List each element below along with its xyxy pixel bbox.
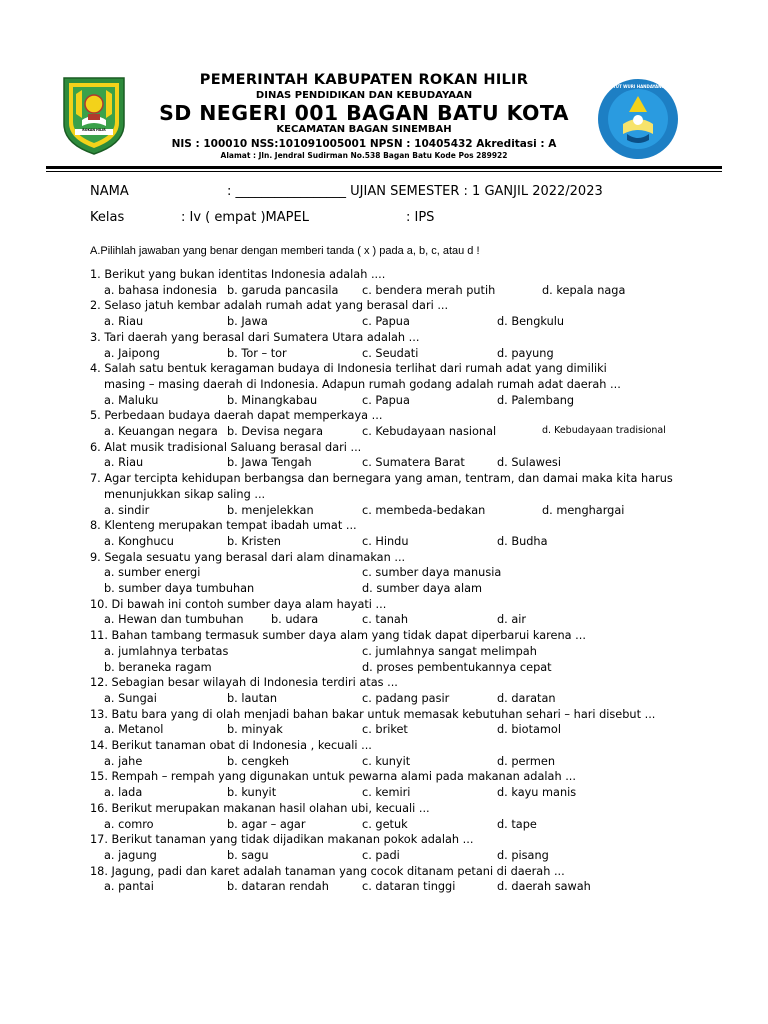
answer-option: d. permen: [497, 754, 556, 768]
left-logo-caption: ROKAN HILIR: [82, 128, 106, 132]
header-rule-thin: [46, 171, 722, 172]
header-rule-thick: [46, 166, 722, 169]
answer-option: c. Papua: [362, 393, 410, 407]
question-text: 16. Berikut merupakan makanan hasil olahan ubi, kecuali ...: [90, 801, 430, 815]
answer-option: a. Konghucu: [104, 534, 174, 548]
question-text: 3. Tari daerah yang berasal dari Sumatera Utara adalah ...: [90, 330, 420, 344]
answer-option: d. kayu manis: [497, 786, 577, 800]
answer-option: b. cengkeh: [227, 754, 290, 768]
nama-and-exam-field: : _________________ UJIAN SEMESTER : 1 GANJIL 2022/2023: [227, 184, 603, 199]
answer-option: a. Sungai: [104, 691, 157, 705]
right-logo-caption: TUT WURI HANDAYANI: [613, 84, 663, 89]
question-text: 8. Klenteng merupakan tempat ibadah umat ...: [90, 519, 357, 533]
district-name: KECAMATAN BAGAN SINEMBAH: [276, 124, 452, 135]
answer-option: b. dataran rendah: [227, 880, 329, 894]
answer-option: d. proses pembentukannya cepat: [362, 660, 552, 674]
answer-option: b. Jawa Tengah: [227, 456, 312, 470]
answer-option: a. Hewan dan tumbuhan: [104, 613, 244, 627]
question-text: 2. Selaso jatuh kembar adalah rumah adat yang berasal dari ...: [90, 299, 449, 313]
question-text: 9. Segala sesuatu yang berasal dari alam dinamakan ...: [90, 550, 406, 564]
answer-option: b. beraneka ragam: [104, 660, 212, 674]
answer-option: a. pantai: [104, 880, 154, 894]
answer-option: d. sumber daya alam: [362, 582, 483, 595]
department-title: DINAS PENDIDIKAN DAN KEBUDAYAAN: [255, 90, 473, 101]
question-text: 17. Berikut tanaman yang tidak dijadikan makanan pokok adalah ...: [90, 833, 474, 847]
question-text-continued: masing – masing daerah di Indonesia. Adapun rumah godang adalah rumah adat daerah ...: [104, 377, 621, 391]
answer-option: a. jagung: [104, 848, 157, 862]
answer-option: b. udara: [271, 613, 319, 627]
answer-option: a. Riau: [104, 315, 144, 329]
school-address: Alamat : Jln. Jendral Sudirman No.538 Bagan Batu Kode Pos 289922: [220, 151, 508, 160]
answer-option: a. Riau: [104, 456, 144, 470]
answer-option: d. kepala naga: [542, 283, 626, 297]
question-text: 15. Rempah – rempah yang digunakan untuk pewarna alami pada makanan adalah ...: [90, 770, 576, 784]
question-text: 12. Sebagian besar wilayah di Indonesia terdiri atas ...: [90, 676, 398, 690]
answer-option: c. kunyit: [362, 754, 411, 768]
answer-option: c. Sumatera Barat: [362, 456, 465, 470]
answer-option: c. briket: [362, 723, 408, 737]
answer-option: b. Minangkabau: [227, 393, 318, 407]
answer-option: a. jumlahnya terbatas: [104, 644, 229, 658]
answer-option: b. Jawa: [227, 315, 268, 329]
answer-option: b. Kristen: [227, 534, 281, 548]
answer-option: c. Hindu: [362, 534, 409, 548]
answer-option: b. sumber daya tumbuhan: [104, 582, 255, 595]
question-text: 13. Batu bara yang di olah menjadi bahan bakar untuk memasak kebutuhan sehari – hari disebut ...: [90, 707, 656, 721]
answer-option: b. Devisa negara: [227, 425, 323, 438]
answer-option: a. Keuangan negara: [104, 425, 218, 438]
question-text: 11. Bahan tambang termasuk sumber daya alam yang tidak dapat diperbarui karena ...: [90, 629, 586, 643]
kelas-mapel-field: : Iv ( empat )MAPEL: [181, 210, 309, 225]
question-text: 7. Agar tercipta kehidupan berbangsa dan bernegara yang aman, tentram, dan damai maka kita harus: [90, 472, 673, 486]
question-text: 1. Berikut yang bukan identitas Indonesia adalah ....: [90, 268, 386, 281]
answer-option: b. garuda pancasila: [227, 283, 339, 297]
answer-option: c. jumlahnya sangat melimpah: [362, 644, 537, 658]
question-text: 10. Di bawah ini contoh sumber daya alam hayati ...: [90, 597, 387, 611]
answer-option: d. Budha: [497, 534, 548, 548]
answer-option: b. kunyit: [227, 786, 277, 800]
answer-option: d. payung: [497, 346, 554, 360]
mapel-value: : IPS: [406, 210, 435, 225]
tut-wuri-handayani-icon: [597, 78, 679, 160]
nama-label: NAMA: [90, 184, 129, 199]
answer-option: b. menjelekkan: [227, 503, 314, 517]
answer-option: d. daratan: [497, 691, 556, 705]
school-name: SD NEGERI 001 BAGAN BATU KOTA: [159, 101, 569, 125]
answer-option: a. sindir: [104, 503, 150, 517]
question-text: 14. Berikut tanaman obat di Indonesia , kecuali ...: [90, 739, 372, 752]
answer-option: c. Kebudayaan nasional: [362, 425, 497, 438]
answer-option: d. biotamol: [497, 723, 561, 737]
answer-option: c. tanah: [362, 613, 408, 627]
answer-option: a. Maluku: [104, 393, 159, 407]
answer-option: c. bendera merah putih: [362, 283, 496, 297]
answer-option: d. Sulawesi: [497, 456, 561, 470]
answer-option: d. menghargai: [542, 503, 625, 517]
answer-option: a. lada: [104, 786, 143, 800]
answer-option: b. sagu: [227, 848, 269, 862]
answer-option: b. lautan: [227, 691, 278, 705]
answer-option: c. dataran tinggi: [362, 880, 456, 894]
answer-option: b. Tor – tor: [227, 346, 287, 360]
answer-option: a. comro: [104, 817, 154, 831]
question-text: 4. Salah satu bentuk keragaman budaya di Indonesia terlihat dari rumah adat yang dimiliki: [90, 362, 607, 376]
instruction-text: A.Pilihlah jawaban yang benar dengan memberi tanda ( x ) pada a, b, c, atau d !: [90, 245, 480, 257]
government-title: PEMERINTAH KABUPATEN ROKAN HILIR: [199, 72, 529, 88]
question-text-continued: menunjukkan sikap saling ...: [104, 487, 266, 501]
answer-option: d. air: [497, 613, 527, 627]
answer-option: c. membeda-bedakan: [362, 503, 486, 517]
answer-option: c. Papua: [362, 315, 410, 329]
answer-option: c. getuk: [362, 817, 408, 831]
answer-option: d. pisang: [497, 848, 549, 862]
question-text: 5. Perbedaan budaya daerah dapat memperkaya ...: [90, 409, 383, 423]
answer-option: c. sumber daya manusia: [362, 566, 502, 580]
answer-option: b. agar – agar: [227, 817, 306, 831]
question-text: 18. Jagung, padi dan karet adalah tanaman yang cocok ditanam petani di daerah ...: [90, 864, 565, 878]
answer-option: a. bahasa indonesia: [104, 283, 218, 297]
answer-option: c. padi: [362, 848, 400, 862]
answer-option: d. Palembang: [497, 393, 575, 407]
answer-option: d. Kebudayaan tradisional: [542, 425, 666, 436]
answer-option: a. jahe: [104, 754, 143, 768]
answer-option: a. Metanol: [104, 723, 164, 737]
answer-option: c. kemiri: [362, 786, 411, 800]
kelas-label: Kelas: [90, 210, 125, 225]
answer-option: d. Bengkulu: [497, 315, 565, 329]
answer-option: d. daerah sawah: [497, 880, 591, 894]
answer-option: b. minyak: [227, 723, 283, 737]
answer-option: d. tape: [497, 817, 537, 831]
rokan-hilir-emblem-icon: [58, 74, 130, 156]
school-ids: NIS : 100010 NSS:101091005001 NPSN : 10405432 Akreditasi : A: [171, 138, 557, 150]
question-text: 6. Alat musik tradisional Saluang berasal dari ...: [90, 440, 362, 454]
answer-option: c. padang pasir: [362, 691, 450, 705]
answer-option: a. sumber energi: [104, 566, 201, 580]
answer-option: c. Seudati: [362, 346, 419, 360]
answer-option: a. Jaipong: [104, 346, 160, 360]
